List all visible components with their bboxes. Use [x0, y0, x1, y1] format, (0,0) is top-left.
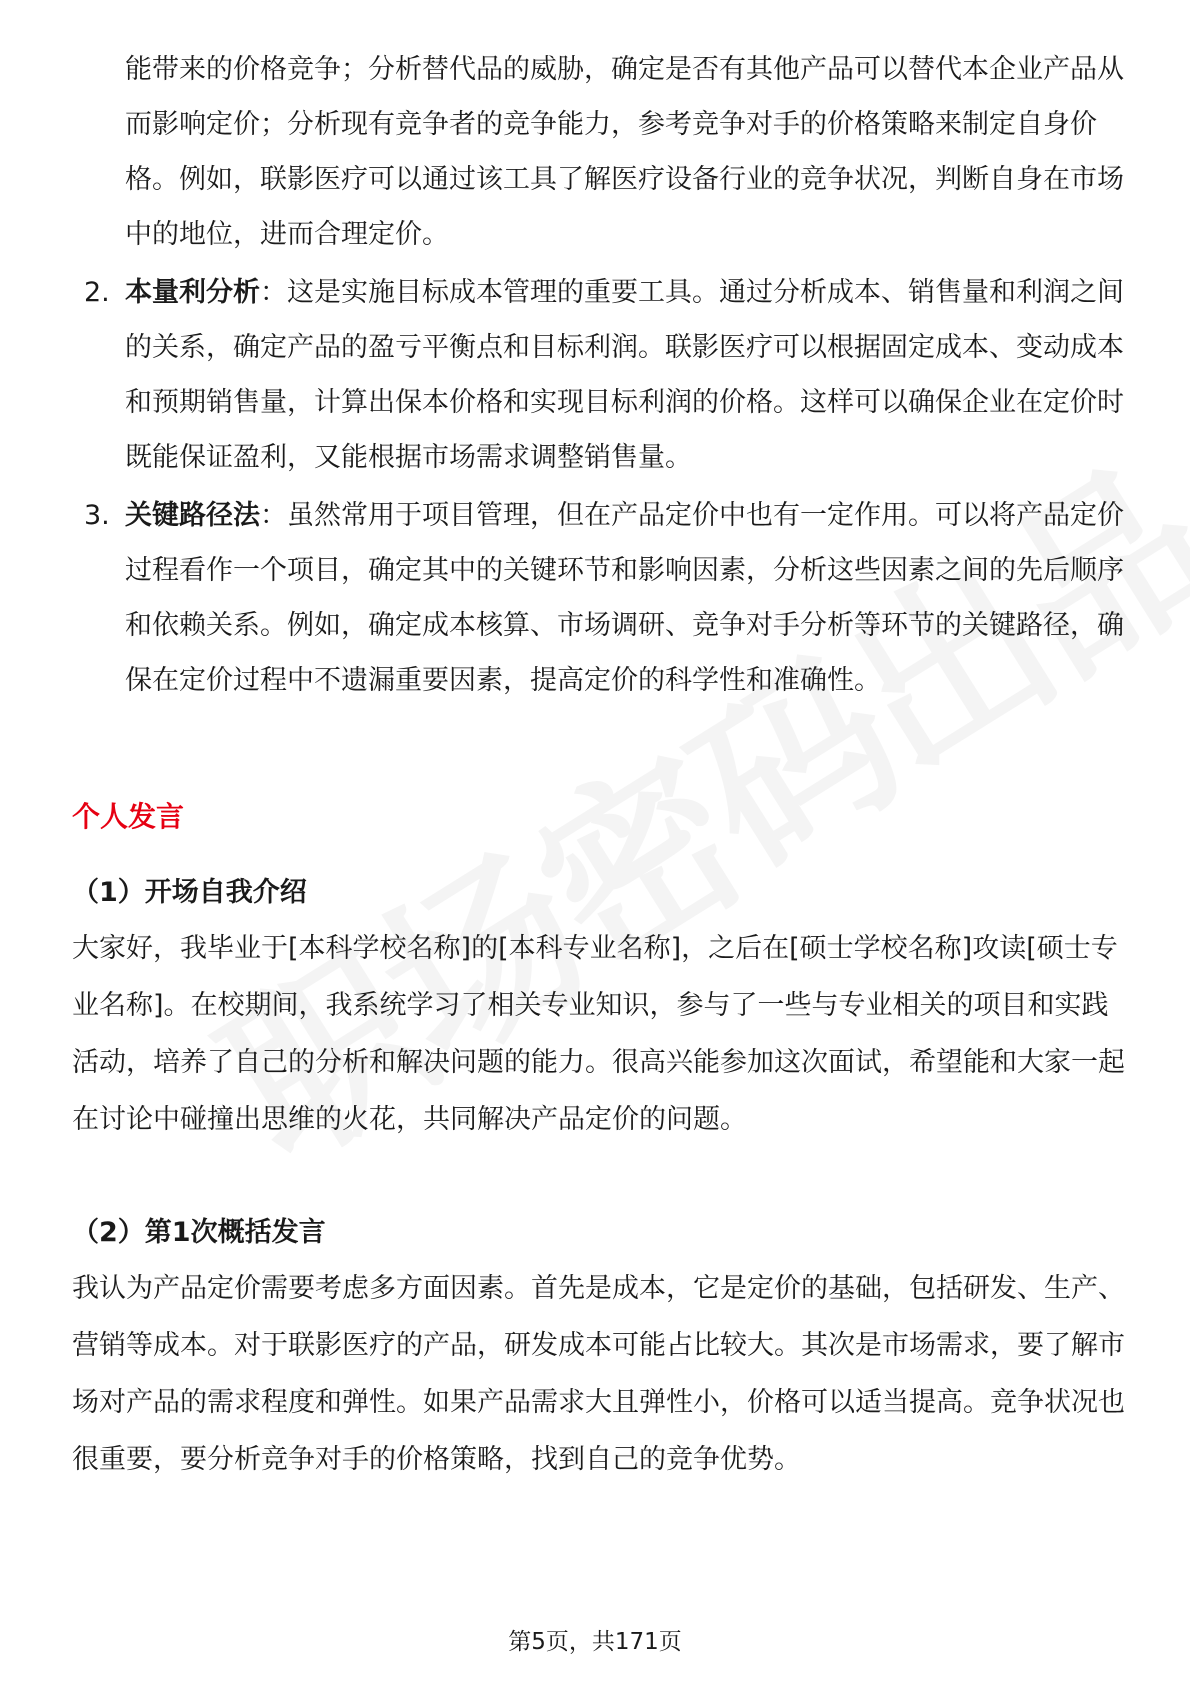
list-item-number: 3. [84, 500, 110, 531]
list-item-critical-path [78, 488, 1128, 708]
list-item-term: 本量利分析 [125, 277, 260, 308]
method-list [78, 42, 1128, 711]
list-item-continued [78, 42, 1128, 262]
page-footer: 第5页，共171页 [508, 1629, 682, 1655]
list-item-cvp-analysis [78, 265, 1128, 485]
list-item-term: 关键路径法 [125, 500, 260, 531]
intro-heading: （1）开场自我介绍 [72, 877, 307, 908]
intro-paragraph: 大家好，我毕业于[本科学校名称]的[本科专业名称]，之后在[硕士学校名称]攻读[硕士专业名称]。在校期间，我系统学习了相关专业知识，参与了一些与专业相关的项目和实践活动，培养了自己的分析和解决问题的能力。很高兴能参加这次面试，希望能和大家一起在讨论中碰撞出思维的火花，共同解决产品定价的问题。 [72, 933, 1125, 1135]
list-item-text: 能带来的价格竞争；分析替代品的威胁，确定是否有其他产品可以替代本企业产品从而影响定价；分析现有竞争者的竞争能力，参考竞争对手的价格策略来制定自身价格。例如，联影医疗可以通过该工具了解医疗设备行业的竞争状况，判断自身在市场中的地位，进而合理定价。 [125, 54, 1124, 250]
list-item-text: ：虽然常用于项目管理，但在产品定价中也有一定作用。可以将产品定价过程看作一个项目，确定其中的关键环节和影响因素，分析这些因素之间的先后顺序和依赖关系。例如，确定成本核算、市场调研、竞争对手分析等环节的关键路径，确保在定价过程中不遗漏重要因素，提高定价的科学性和准确性。 [125, 500, 1124, 696]
first-speech-heading: （2）第1次概括发言 [72, 1217, 326, 1248]
list-item-number: 2. [84, 277, 110, 308]
section-title: 个人发言 [72, 800, 185, 833]
list-item-text: ：这是实施目标成本管理的重要工具。通过分析成本、销售量和利润之间的关系，确定产品的盈亏平衡点和目标利润。联影医疗可以根据固定成本、变动成本和预期销售量，计算出保本价格和实现目标利润的价格。这样可以确保企业在定价时既能保证盈利，又能根据市场需求调整销售量。 [125, 277, 1124, 473]
first-speech-paragraph: 我认为产品定价需要考虑多方面因素。首先是成本，它是定价的基础，包括研发、生产、营销等成本。对于联影医疗的产品，研发成本可能占比较大。其次是市场需求，要了解市场对产品的需求程度和弹性。如果产品需求大且弹性小，价格可以适当提高。竞争状况也很重要，要分析竞争对手的价格策略，找到自己的竞争优势。 [72, 1273, 1125, 1475]
